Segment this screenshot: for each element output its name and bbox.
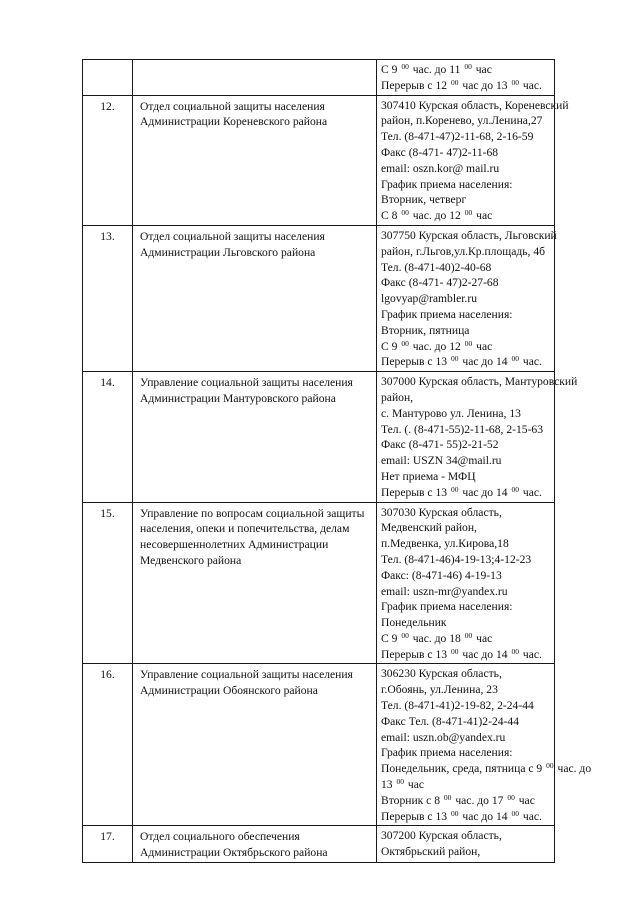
contact-info-line: Тел. (. (8-471-55)2-11-68, 2-15-63	[381, 422, 544, 436]
row-number	[83, 60, 133, 96]
contact-info-cell	[377, 826, 555, 863]
contact-info-line: Перерыв с 12 $^{00}$ час до 13 $^{00}$ час.	[381, 77, 542, 92]
row-number: 17.	[83, 826, 133, 863]
office-name-line: Отдел социальной защиты населения	[140, 229, 325, 243]
contact-info-cell	[377, 225, 555, 371]
contact-info-cell	[377, 372, 578, 502]
contact-info-line: График приема населения:	[381, 600, 513, 614]
contact-info-line: 307200 Курская область,	[381, 829, 502, 843]
contact-info-line: Понедельник	[381, 616, 447, 630]
contact-info-line: С 9 $^{00}$ час. до 11 $^{00}$ час	[381, 62, 492, 76]
office-name-cell	[133, 502, 377, 664]
office-name-line: Управление по вопросам социальной защиты	[140, 506, 365, 520]
office-name-line: Администрации Октябрьского района	[140, 846, 328, 860]
contact-info-line: Перерыв с 13 $^{00}$ час до 14 $^{00}$ час.	[381, 354, 542, 369]
contact-info-line: Факс (8-471- 55)2-21-52	[381, 438, 499, 452]
office-name-cell	[133, 225, 377, 371]
table-row	[83, 664, 555, 826]
contact-info-line: График приема населения:	[381, 746, 513, 760]
contact-info-line: район, п.Коренево, ул.Ленина,27	[381, 114, 543, 128]
contact-info-line: Тел. (8-471-41)2-19-82, 2-24-44	[381, 699, 534, 713]
contact-info-line: График приема населения:	[381, 307, 513, 321]
contact-info-line: 307030 Курская область,	[381, 505, 502, 519]
contact-info-line: lgovyap@rambler.ru	[381, 292, 477, 306]
table-row	[83, 826, 555, 863]
contact-info-line: район, г.Льгов,ул.Кр.площадь, 4б	[381, 244, 546, 258]
contact-info-line: г.Обоянь, ул.Ленина, 23	[381, 683, 498, 697]
office-name-line: Администрации Льговского района	[140, 245, 316, 259]
contact-info-line: Тел. (8-471-47)2-11-68, 2-16-59	[381, 130, 534, 144]
contact-info-line: Факс (8-471- 47)2-11-68	[381, 145, 499, 159]
contact-info-line: Вторник с 8 $^{00}$ час. до 17 $^{00}$ час	[381, 792, 535, 807]
row-number: 13.	[83, 225, 133, 371]
contact-info-line: район,	[381, 390, 414, 404]
contact-info-line: С 8 $^{00}$ час. до 12 $^{00}$ час	[381, 208, 493, 223]
table-row	[83, 225, 555, 371]
contact-info-line: С 9 $^{00}$ час. до 18 $^{00}$ час	[381, 630, 493, 645]
contact-info-line: 307000 Курская область, Мантуровский	[381, 375, 578, 389]
office-name-line: Отдел социального обеспечения	[140, 830, 300, 844]
office-name-line: населения, опеки и попечительства, делам	[140, 522, 350, 536]
contact-info-cell	[377, 60, 555, 96]
contact-info-line: 307750 Курская область, Льговский	[381, 228, 557, 242]
contact-info-line: График приема населения:	[381, 177, 513, 191]
office-name-cell	[133, 60, 377, 96]
contact-info-line: Факс: (8-471-46) 4-19-13	[381, 568, 502, 582]
contact-info-line: С 9 $^{00}$ час. до 12 $^{00}$ час	[381, 338, 493, 353]
contact-info-line: email: uszn-mr@yandex.ru	[381, 584, 508, 598]
office-name-line: Управление социальной защиты населения	[140, 376, 353, 390]
contact-info-line: Перерыв с 13 $^{00}$ час до 14 $^{00}$ час.	[381, 808, 542, 823]
office-name-line: Управление социальной защиты населения	[140, 668, 353, 682]
contact-info-line: Факс (8-471- 47)2-27-68	[381, 276, 499, 290]
offices-table-body	[83, 60, 592, 863]
contact-info-line: Понедельник, среда, пятница с 9 $^{00}$ час. до	[381, 761, 592, 776]
row-number: 15.	[83, 502, 133, 664]
office-name-cell	[133, 372, 377, 502]
table-row	[83, 95, 555, 225]
contact-info-cell	[377, 502, 555, 664]
row-number: 16.	[83, 664, 133, 826]
contact-info-line: Тел. (8-471-40)2-40-68	[381, 260, 492, 274]
contact-info-cell	[377, 664, 592, 826]
contact-info-line: email: USZN 34@mail.ru	[381, 454, 502, 468]
office-name-line: несовершеннолетних Администрации	[140, 538, 329, 552]
office-name-cell	[133, 826, 377, 863]
contact-info-line: 307410 Курская область, Кореневский	[381, 98, 569, 112]
table-row	[83, 372, 555, 502]
contact-info-line: Перерыв с 13 $^{00}$ час до 14 $^{00}$ час.	[381, 484, 542, 499]
table-row	[83, 60, 555, 96]
contact-info-line: Медвенский район,	[381, 521, 477, 535]
row-number: 14.	[83, 372, 133, 502]
office-name-line: Медвенского района	[140, 553, 242, 567]
contact-info-line: Перерыв с 13 $^{00}$ час до 14 $^{00}$ час.	[381, 646, 542, 661]
contact-info-line: Тел. (8-471-46)4-19-13;4-12-23	[381, 552, 532, 566]
contact-info-line: 306230 Курская область,	[381, 667, 502, 681]
table-row	[83, 502, 555, 664]
contact-info-line: email: oszn.kor@ mail.ru	[381, 161, 500, 175]
office-name-line: Администрации Мантуровского района	[140, 391, 336, 405]
contact-info-line: Факс Тел. (8-471-41)2-24-44	[381, 714, 519, 728]
contact-info-line: Вторник, четверг	[381, 193, 467, 207]
office-name-line: Администрации Обоянского района	[140, 684, 318, 698]
contact-info-line: 13 $^{00}$ час	[381, 777, 425, 792]
contact-info-line: email: uszn.ob@yandex.ru	[381, 730, 506, 744]
contact-info-line: Вторник, пятница	[381, 323, 470, 337]
contact-info-cell	[377, 95, 569, 225]
contact-info-line: с. Мантурово ул. Ленина, 13	[381, 406, 521, 420]
office-name-cell	[133, 95, 377, 225]
contact-info-line: Октябрьский район,	[381, 845, 481, 859]
office-name-line: Отдел социальной защиты населения	[140, 99, 325, 113]
contact-info-line: п.Медвенка, ул.Кирова,18	[381, 537, 509, 551]
office-name-cell	[133, 664, 377, 826]
row-number: 12.	[83, 95, 133, 225]
offices-table	[82, 59, 592, 863]
contact-info-line: Нет приема - МФЦ	[381, 469, 476, 483]
office-name-line: Администрации Кореневского района	[140, 115, 328, 129]
